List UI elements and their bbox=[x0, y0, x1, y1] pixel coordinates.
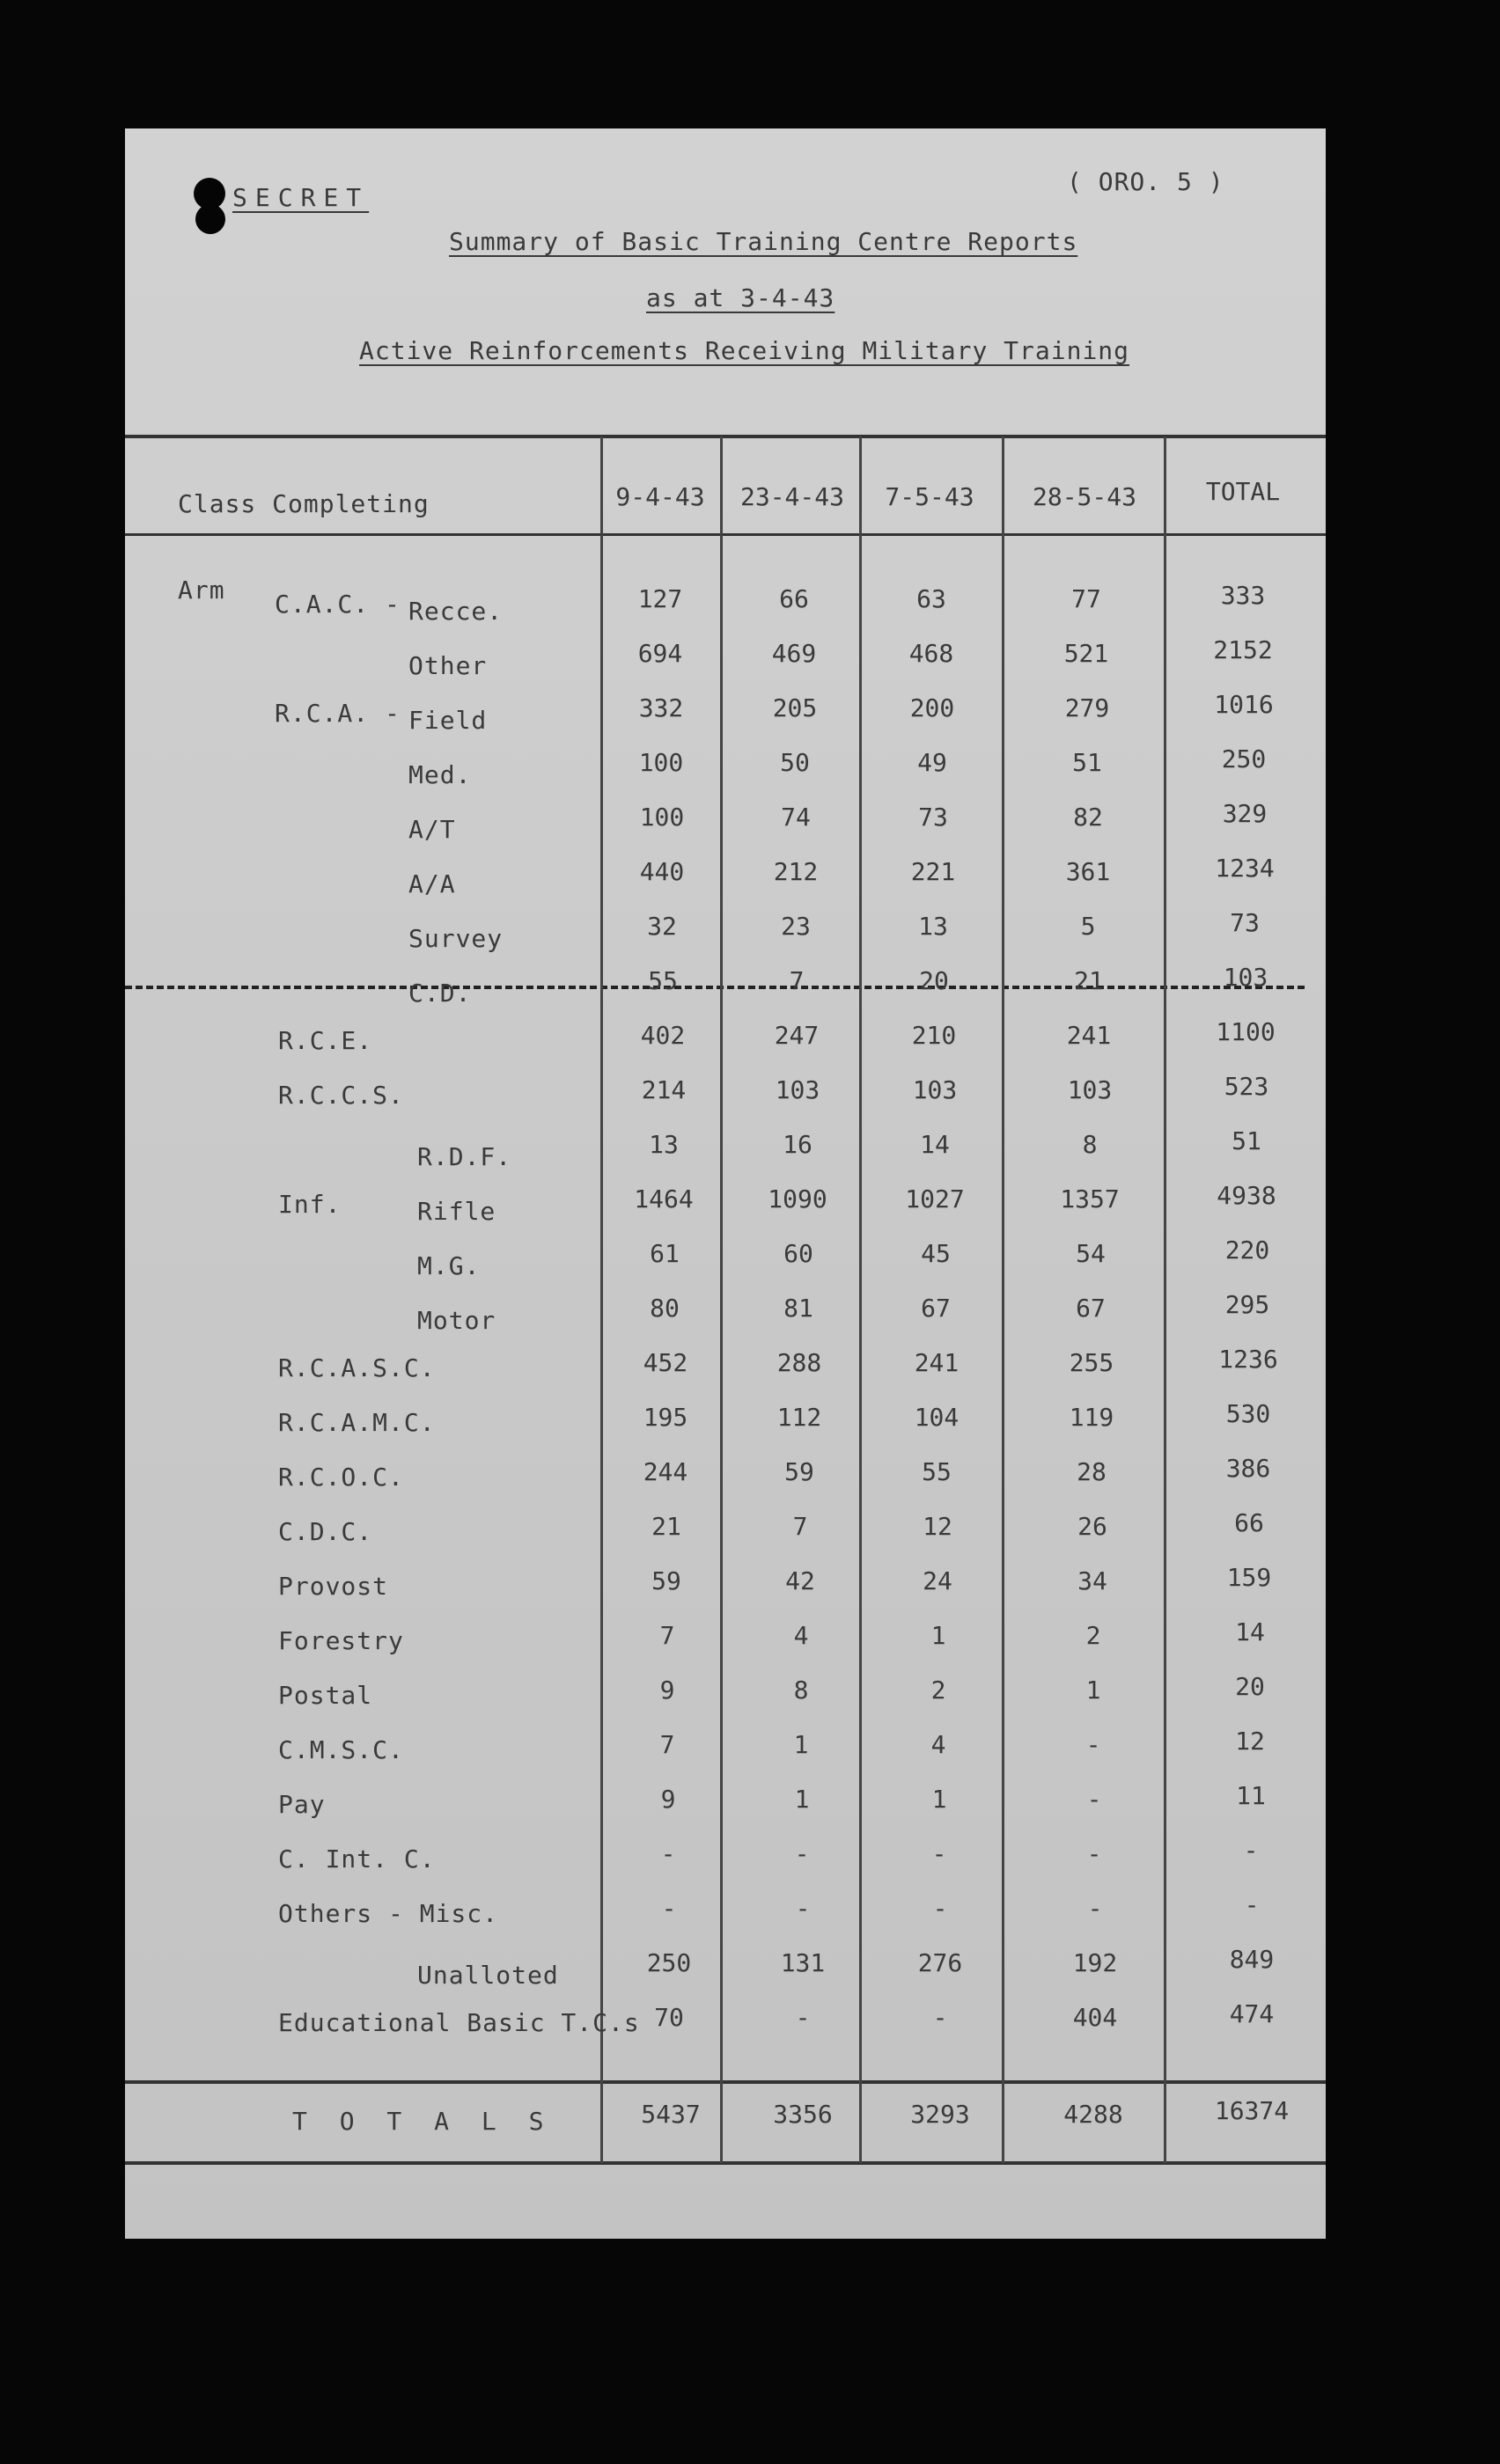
table-cell: - bbox=[932, 1894, 948, 1923]
row-sub-label: A/T bbox=[408, 815, 456, 844]
table-cell: 32 bbox=[647, 912, 677, 941]
row-sub-label: Field bbox=[408, 706, 488, 735]
table-cell: - bbox=[931, 1839, 947, 1868]
table-cell: 1 bbox=[793, 1730, 809, 1759]
table-cell: 255 bbox=[1069, 1348, 1114, 1377]
column-header-3: 7-5-43 bbox=[885, 482, 974, 511]
classification-mark: SECRET bbox=[232, 183, 370, 212]
table-cell: 247 bbox=[774, 1021, 820, 1050]
table-cell: 103 bbox=[775, 1075, 820, 1104]
row-total-cell: 2152 bbox=[1213, 635, 1273, 664]
table-cell: 112 bbox=[776, 1403, 822, 1432]
table-cell: 521 bbox=[1063, 639, 1109, 668]
table-cell: 103 bbox=[1067, 1075, 1113, 1104]
table-cell: 452 bbox=[643, 1348, 688, 1377]
table-cell: 2 bbox=[930, 1676, 946, 1705]
row-total-cell: 295 bbox=[1224, 1290, 1270, 1319]
table-cell: 1 bbox=[794, 1785, 810, 1814]
table-cell: 61 bbox=[650, 1239, 680, 1268]
table-cell: 221 bbox=[910, 857, 956, 886]
totals-bottom-rule bbox=[125, 2161, 1326, 2165]
table-cell: 14 bbox=[920, 1130, 950, 1159]
table-cell: 55 bbox=[648, 966, 678, 995]
table-cell: 16 bbox=[783, 1130, 812, 1159]
table-cell: 361 bbox=[1065, 857, 1111, 886]
row-total-cell: 12 bbox=[1235, 1727, 1265, 1756]
table-cell: 13 bbox=[649, 1130, 679, 1159]
table-cell: - bbox=[795, 1894, 811, 1923]
row-sub-label: Unalloted bbox=[417, 1961, 559, 1990]
row-total-cell: 1236 bbox=[1218, 1345, 1278, 1374]
row-group-label: Inf. bbox=[278, 1190, 342, 1219]
table-cell: 24 bbox=[923, 1566, 952, 1595]
table-cell: 212 bbox=[773, 857, 819, 886]
column-header-4: 28-5-43 bbox=[1032, 482, 1136, 511]
table-cell: 244 bbox=[643, 1457, 688, 1486]
row-total-cell: 4938 bbox=[1217, 1181, 1276, 1210]
row-sub-label: Motor bbox=[417, 1306, 496, 1335]
row-total-cell: 849 bbox=[1229, 1945, 1275, 1974]
column-header-1: 9-4-43 bbox=[615, 482, 705, 511]
table-cell: 82 bbox=[1073, 803, 1103, 832]
table-cell: 34 bbox=[1077, 1566, 1107, 1595]
table-cell: 80 bbox=[650, 1294, 680, 1323]
table-cell: 12 bbox=[923, 1512, 952, 1541]
row-total-cell: 73 bbox=[1230, 908, 1260, 937]
total-cell-3: 3293 bbox=[910, 2100, 970, 2129]
row-group-label: C.M.S.C. bbox=[278, 1735, 404, 1764]
table-cell: 21 bbox=[651, 1512, 681, 1541]
table-cell: 1027 bbox=[905, 1184, 965, 1214]
row-total-cell: 51 bbox=[1232, 1126, 1261, 1155]
table-cell: 100 bbox=[639, 803, 685, 832]
table-cell: 440 bbox=[639, 857, 685, 886]
total-cell-grand: 16374 bbox=[1214, 2096, 1290, 2125]
row-group-label: Pay bbox=[278, 1790, 326, 1819]
table-cell: 332 bbox=[638, 693, 684, 722]
table-cell: 288 bbox=[776, 1348, 822, 1377]
row-sub-label: C.D. bbox=[408, 979, 472, 1008]
table-cell: 21 bbox=[1074, 966, 1104, 995]
table-cell: 279 bbox=[1064, 693, 1110, 722]
table-cell: 1357 bbox=[1060, 1184, 1120, 1214]
row-total-cell: - bbox=[1243, 1836, 1259, 1865]
totals-label: T O T A L S bbox=[292, 2107, 553, 2136]
row-group-label: Educational Basic T.C.s bbox=[278, 2008, 640, 2037]
table-cell: 7 bbox=[659, 1621, 675, 1650]
row-total-cell: 530 bbox=[1225, 1399, 1271, 1428]
table-cell: 1 bbox=[931, 1785, 947, 1814]
table-cell: 74 bbox=[781, 803, 811, 832]
table-cell: - bbox=[660, 1839, 676, 1868]
table-cell: 60 bbox=[783, 1239, 813, 1268]
table-cell: 276 bbox=[917, 1948, 963, 1977]
table-cell: 1090 bbox=[768, 1184, 827, 1214]
section-label-arm: Arm bbox=[178, 576, 225, 605]
row-group-label: C.A.C. - bbox=[275, 590, 401, 619]
table-cell: 127 bbox=[637, 584, 683, 613]
table-cell: 402 bbox=[640, 1021, 686, 1050]
row-group-label: R.C.E. bbox=[278, 1026, 373, 1055]
table-cell: - bbox=[1087, 1894, 1103, 1923]
header-bottom-rule bbox=[125, 533, 1326, 536]
row-group-label: R.C.A. - bbox=[275, 699, 401, 728]
table-cell: 8 bbox=[793, 1676, 809, 1705]
table-cell: 205 bbox=[772, 693, 818, 722]
table-cell: - bbox=[1086, 1785, 1102, 1814]
row-total-cell: 159 bbox=[1226, 1563, 1272, 1592]
column-header-2: 23-4-43 bbox=[739, 482, 844, 511]
table-cell: - bbox=[932, 2003, 948, 2032]
row-total-cell: 14 bbox=[1235, 1617, 1265, 1646]
table-cell: 55 bbox=[922, 1457, 952, 1486]
table-cell: 404 bbox=[1072, 2003, 1118, 2032]
row-sub-label: Other bbox=[408, 651, 488, 680]
document-title: Summary of Basic Training Centre Reports bbox=[449, 227, 1078, 256]
row-sub-label: M.G. bbox=[417, 1251, 481, 1280]
table-cell: 23 bbox=[781, 912, 811, 941]
row-total-cell: 1234 bbox=[1215, 854, 1275, 883]
row-group-label: Others - Misc. bbox=[278, 1899, 499, 1928]
row-sub-label: A/A bbox=[408, 869, 456, 898]
table-cell: 250 bbox=[646, 1948, 692, 1977]
table-cell: 20 bbox=[919, 966, 949, 995]
table-cell: - bbox=[661, 1894, 677, 1923]
row-group-label: R.C.C.S. bbox=[278, 1081, 404, 1110]
table-cell: 2 bbox=[1085, 1621, 1101, 1650]
row-total-cell: 20 bbox=[1235, 1672, 1265, 1701]
row-total-cell: - bbox=[1244, 1890, 1260, 1919]
row-total-cell: 103 bbox=[1223, 963, 1268, 992]
row-sub-label: Rifle bbox=[417, 1197, 496, 1226]
table-cell: 4 bbox=[793, 1621, 809, 1650]
row-group-label: C.D.C. bbox=[278, 1517, 373, 1546]
row-total-cell: 474 bbox=[1229, 1999, 1275, 2028]
document-subtitle: Active Reinforcements Receiving Military Training bbox=[359, 336, 1130, 365]
table-cell: 694 bbox=[637, 639, 683, 668]
row-group-label: Provost bbox=[278, 1572, 389, 1601]
table-cell: 49 bbox=[917, 748, 947, 777]
table-top-rule bbox=[125, 435, 1326, 438]
table-cell: 200 bbox=[909, 693, 955, 722]
table-cell: 26 bbox=[1077, 1512, 1107, 1541]
table-cell: 67 bbox=[921, 1294, 951, 1323]
table-cell: 59 bbox=[651, 1566, 681, 1595]
table-cell: 5 bbox=[1080, 912, 1096, 941]
table-cell: - bbox=[794, 1839, 810, 1868]
table-cell: 468 bbox=[908, 639, 954, 668]
total-cell-4: 4288 bbox=[1063, 2100, 1123, 2129]
table-cell: 70 bbox=[654, 2003, 684, 2032]
row-group-label: Forestry bbox=[278, 1626, 404, 1655]
row-total-cell: 66 bbox=[1234, 1508, 1264, 1537]
table-cell: 119 bbox=[1069, 1403, 1114, 1432]
total-cell-2: 3356 bbox=[773, 2100, 833, 2129]
table-cell: 241 bbox=[1066, 1021, 1112, 1050]
table-cell: 195 bbox=[643, 1403, 688, 1432]
row-total-cell: 333 bbox=[1220, 581, 1266, 610]
row-total-cell: 329 bbox=[1222, 799, 1268, 828]
table-cell: - bbox=[795, 2003, 811, 2032]
table-cell: 63 bbox=[916, 584, 946, 613]
table-cell: 103 bbox=[912, 1075, 958, 1104]
table-cell: 7 bbox=[792, 1512, 808, 1541]
row-group-label: C. Int. C. bbox=[278, 1844, 436, 1874]
column-header-total: TOTAL bbox=[1205, 477, 1281, 506]
table-cell: 81 bbox=[783, 1294, 813, 1323]
row-group-label: R.C.A.M.C. bbox=[278, 1408, 436, 1437]
table-cell: 51 bbox=[1072, 748, 1102, 777]
totals-top-rule bbox=[125, 2080, 1326, 2084]
table-cell: 1464 bbox=[634, 1184, 694, 1214]
table-cell: - bbox=[1086, 1839, 1102, 1868]
table-cell: 77 bbox=[1071, 584, 1101, 613]
row-group-label: R.C.A.S.C. bbox=[278, 1353, 436, 1382]
row-total-cell: 1016 bbox=[1214, 690, 1274, 719]
table-cell: 131 bbox=[780, 1948, 826, 1977]
row-header-label: Class Completing bbox=[178, 489, 430, 518]
table-cell: 1 bbox=[930, 1621, 946, 1650]
table-cell: 67 bbox=[1076, 1294, 1106, 1323]
row-total-cell: 250 bbox=[1221, 744, 1267, 774]
row-total-cell: 11 bbox=[1236, 1781, 1266, 1810]
table-cell: 45 bbox=[921, 1239, 951, 1268]
table-cell: 28 bbox=[1077, 1457, 1107, 1486]
table-cell: 50 bbox=[780, 748, 810, 777]
table-cell: 104 bbox=[914, 1403, 960, 1432]
table-cell: 214 bbox=[641, 1075, 687, 1104]
table-cell: 210 bbox=[911, 1021, 957, 1050]
row-sub-label: Med. bbox=[408, 760, 472, 789]
punch-hole-bottom bbox=[195, 204, 225, 234]
table-cell: 66 bbox=[779, 584, 809, 613]
row-group-label: Postal bbox=[278, 1681, 373, 1710]
table-cell: 13 bbox=[918, 912, 948, 941]
row-total-cell: 386 bbox=[1225, 1454, 1271, 1483]
table-cell: 100 bbox=[638, 748, 684, 777]
row-sub-label: Survey bbox=[408, 924, 504, 953]
row-sub-label: Recce. bbox=[408, 597, 504, 626]
table-cell: 7 bbox=[789, 966, 805, 995]
table-cell: 9 bbox=[659, 1676, 675, 1705]
row-group-label: R.C.O.C. bbox=[278, 1463, 404, 1492]
row-total-cell: 1100 bbox=[1216, 1017, 1276, 1046]
table-cell: 54 bbox=[1076, 1239, 1106, 1268]
document-reference: ( ORO. 5 ) bbox=[1067, 167, 1224, 196]
document-page bbox=[125, 128, 1326, 2239]
table-cell: 4 bbox=[930, 1730, 946, 1759]
table-cell: 59 bbox=[784, 1457, 814, 1486]
table-cell: 8 bbox=[1082, 1130, 1098, 1159]
report-date: as at 3-4-43 bbox=[646, 283, 835, 312]
row-sub-label: R.D.F. bbox=[417, 1142, 512, 1171]
total-cell-1: 5437 bbox=[641, 2100, 701, 2129]
table-cell: 469 bbox=[771, 639, 817, 668]
table-cell: 73 bbox=[918, 803, 948, 832]
table-cell: 9 bbox=[660, 1785, 676, 1814]
row-total-cell: 220 bbox=[1224, 1236, 1270, 1265]
row-total-cell: 523 bbox=[1224, 1072, 1269, 1101]
table-cell: 7 bbox=[659, 1730, 675, 1759]
table-cell: 192 bbox=[1072, 1948, 1118, 1977]
table-cell: 1 bbox=[1085, 1676, 1101, 1705]
table-cell: 42 bbox=[785, 1566, 815, 1595]
table-cell: - bbox=[1085, 1730, 1101, 1759]
table-cell: 241 bbox=[914, 1348, 960, 1377]
